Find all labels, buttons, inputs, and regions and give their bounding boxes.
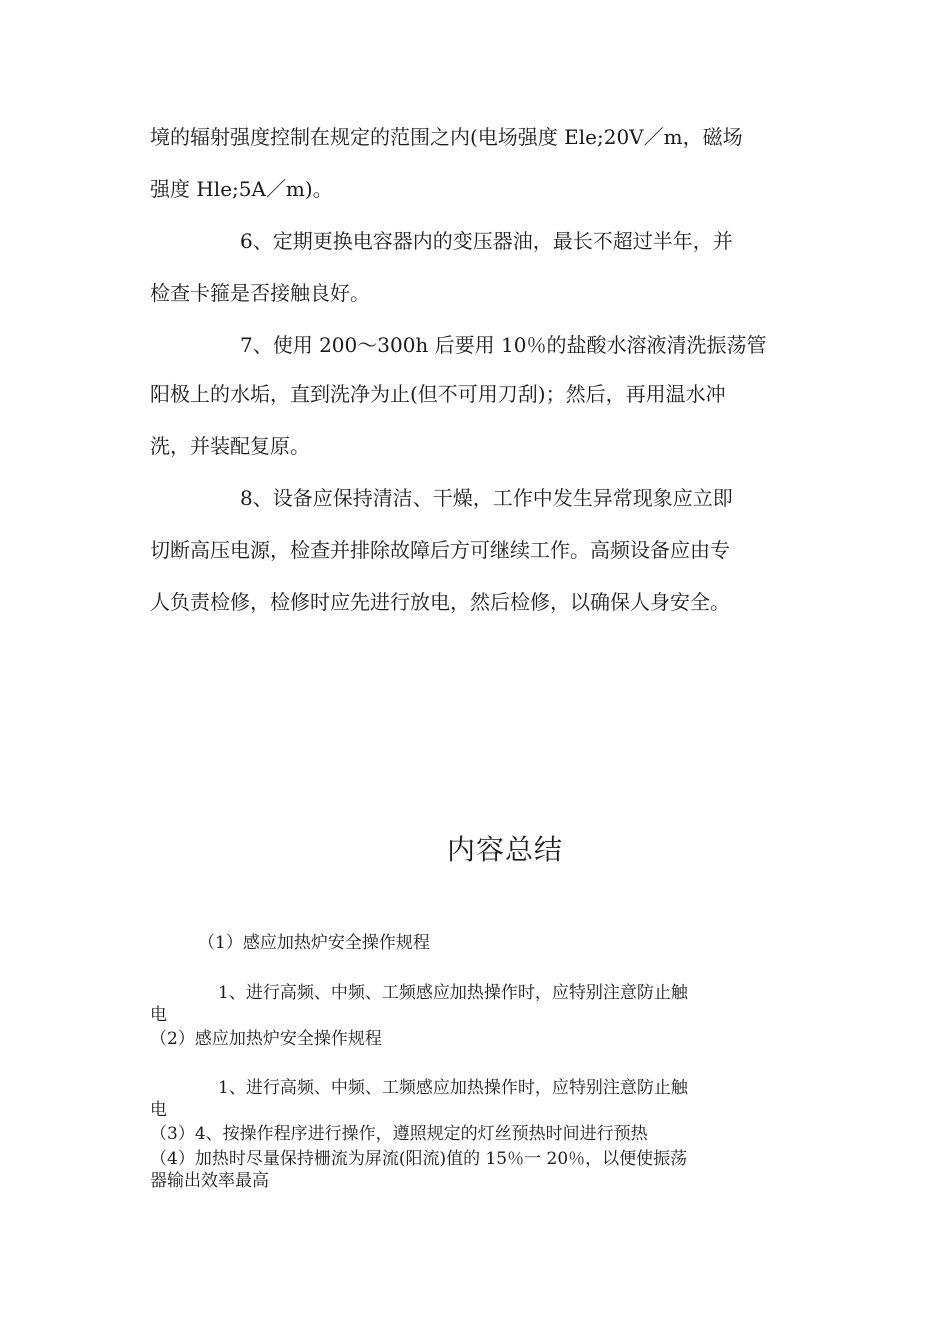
- paragraph-line: 7、使用 200～300h 后要用 10％的盐酸水溶液清洗振荡管: [240, 333, 767, 357]
- paragraph-line: 切断高压电源，检查并排除故障后方可继续工作。高频设备应由专: [150, 538, 730, 562]
- paragraph-line: 境的辐射强度控制在规定的范围之内(电场强度 Ele;20V／m，磁场: [150, 125, 743, 149]
- paragraph-line: 人负责检修，检修时应先进行放电，然后检修，以确保人身安全。: [150, 590, 730, 614]
- paragraph-line: 洗，并装配复原。: [150, 434, 310, 458]
- summary-item: 器输出效率最高: [150, 1171, 269, 1191]
- paragraph-line: 强度 Hle;5A／m)。: [150, 177, 333, 201]
- summary-title: 内容总结: [446, 833, 563, 866]
- summary-item-heading: （1）感应加热炉安全操作规程: [198, 933, 430, 953]
- summary-item-text: 1、进行高频、中频、工频感应加热操作时，应特别注意防止触: [218, 1078, 688, 1098]
- summary-item-text: 电: [150, 1005, 167, 1025]
- paragraph-line: 检查卡箍是否接触良好。: [150, 281, 370, 305]
- paragraph-line: 阳极上的水垢，直到洗净为止(但不可用刀刮)；然后，再用温水冲: [150, 382, 726, 406]
- summary-item: （3）4、按操作程序进行操作，遵照规定的灯丝预热时间进行预热: [150, 1124, 648, 1144]
- paragraph-line: 6、定期更换电容器内的变压器油，最长不超过半年，并: [240, 229, 733, 253]
- summary-item-text: 1、进行高频、中频、工频感应加热操作时，应特别注意防止触: [218, 983, 688, 1003]
- summary-item-heading: （2）感应加热炉安全操作规程: [150, 1029, 382, 1049]
- summary-item-text: 电: [150, 1100, 167, 1120]
- summary-item: （4）加热时尽量保持栅流为屏流(阳流)值的 15％一 20％，以便使振荡: [150, 1149, 688, 1169]
- paragraph-line: 8、设备应保持清洁、干燥，工作中发生异常现象应立即: [240, 486, 733, 510]
